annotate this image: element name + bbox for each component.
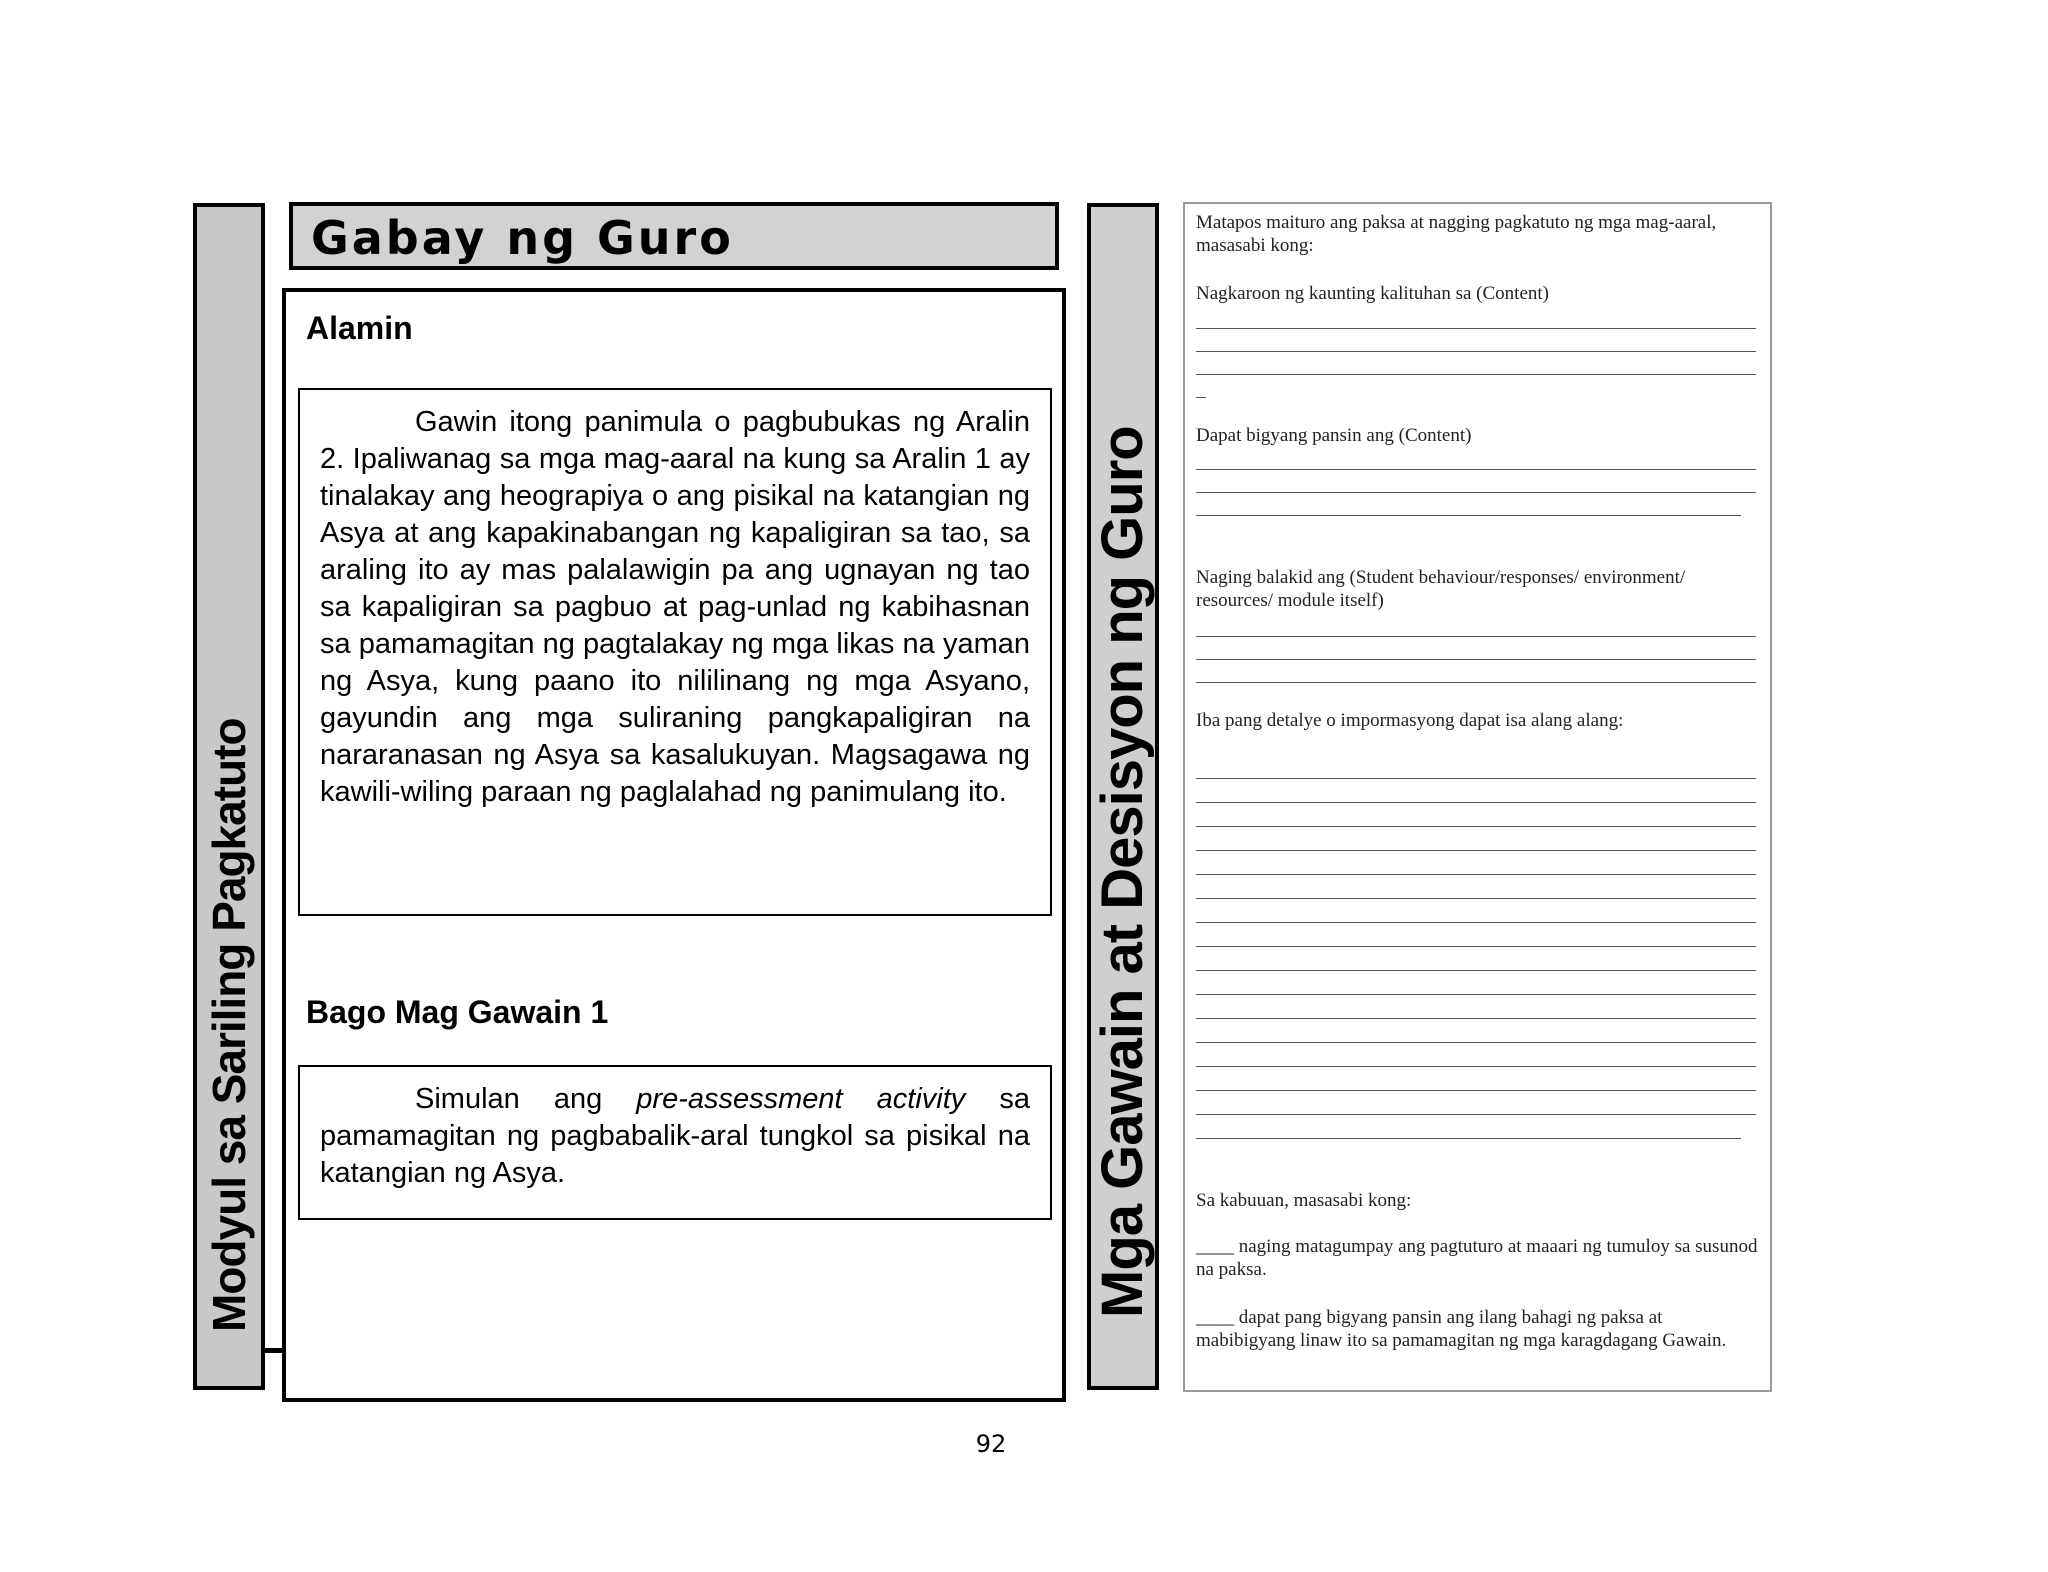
reflection-summary: Sa kabuuan, masasabi kong:	[1196, 1190, 1412, 1211]
teacher-reflection-panel	[1183, 202, 1772, 1392]
bago-box	[298, 1065, 1052, 1220]
reflection-q1: Nagkaroon ng kaunting kalituhan sa (Content)	[1196, 283, 1550, 304]
write-line[interactable]	[1196, 994, 1756, 995]
alamin-box	[298, 388, 1052, 916]
write-line[interactable]	[1196, 636, 1756, 637]
write-line[interactable]	[1196, 970, 1756, 971]
write-line[interactable]	[1196, 946, 1756, 947]
write-line[interactable]	[1196, 469, 1756, 470]
bago-body	[320, 1081, 1030, 1192]
write-line[interactable]	[1196, 515, 1741, 516]
bago-body-text-end: sa pamamagitan ng pagbabalik-aral tungkol sa pisikal na katangian ng Asya.	[320, 1083, 1030, 1189]
write-line[interactable]	[1196, 802, 1756, 803]
right-side-banner	[1087, 203, 1159, 1390]
write-line[interactable]	[1196, 374, 1756, 375]
write-line-dash	[1196, 397, 1206, 398]
write-line[interactable]	[1196, 850, 1756, 851]
write-line[interactable]	[1196, 922, 1756, 923]
bago-body-italic: pre-assessment activity	[636, 1083, 966, 1115]
write-line[interactable]	[1196, 351, 1756, 352]
page-title: Gabay ng Guro	[311, 211, 734, 265]
left-side-banner	[193, 203, 265, 1390]
write-line[interactable]	[1196, 778, 1756, 779]
alamin-heading: Alamin	[306, 310, 413, 346]
main-content-frame	[282, 288, 1066, 1402]
write-line[interactable]	[1196, 328, 1756, 329]
page-number: 92	[975, 1430, 1007, 1458]
reflection-q2: Dapat bigyang pansin ang (Content)	[1196, 425, 1472, 446]
reflection-q4: Iba pang detalye o impormasyong dapat isa alang alang:	[1196, 710, 1624, 731]
write-line[interactable]	[1196, 1090, 1756, 1091]
write-line[interactable]	[1196, 898, 1756, 899]
write-line[interactable]	[1196, 1114, 1756, 1115]
write-line[interactable]	[1196, 1018, 1756, 1019]
reflection-option-2: ____ dapat pang bigyang pansin ang ilang bahagi ng paksa at mabibigyang linaw ito sa pamamagitan ng mga karagdagang Gawain.	[1196, 1307, 1727, 1351]
reflection-q3: Naging balakid ang (Student behaviour/responses/ environment/ resources/ module itself)	[1196, 567, 1686, 611]
write-line[interactable]	[1196, 826, 1756, 827]
write-line[interactable]	[1196, 1138, 1741, 1139]
left-banner-text: Modyul sa Sariling Pagkatuto	[203, 718, 255, 1332]
right-banner-text: Mga Gawain at Desisyon ng Guro	[1090, 426, 1155, 1318]
write-line[interactable]	[1196, 1066, 1756, 1067]
alamin-body: Gawin itong panimula o pagbubukas ng Aralin 2. Ipaliwanag sa mga mag-aaral na kung sa Aralin 1 ay tinalakay ang heograpiya o ang pisikal na katangian ng Asya at ang kapakinabangan ng kapaligiran sa tao, sa araling ito ay mas palalawigin pa ang ugnayan ng tao sa kapaligiran sa pagbuo at pag-unlad ng kabihasnan sa pamamagitan ng pagtalakay ng mga likas na yaman ng Asya, kung paano ito nililinang ng mga Asyano, gayundin ang mga suliraning pangkapaligiran na nararanasan ng Asya sa kasalukuyan. Magsagawa ng kawili-wiling paraan ng paglalahad ng panimulang ito.	[320, 406, 1030, 808]
bago-heading: Bago Mag Gawain 1	[306, 994, 609, 1030]
write-line[interactable]	[1196, 492, 1756, 493]
bago-body-text: Simulan ang	[415, 1083, 637, 1115]
page-header	[289, 202, 1059, 270]
reflection-intro: Matapos maituro ang paksa at nagging pagkatuto ng mga mag-aaral, masasabi kong:	[1196, 212, 1717, 256]
write-line[interactable]	[1196, 659, 1756, 660]
reflection-option-1: ____ naging matagumpay ang pagtuturo at maaari ng tumuloy sa susunod na paksa.	[1196, 1236, 1758, 1280]
write-line[interactable]	[1196, 874, 1756, 875]
write-line[interactable]	[1196, 1042, 1756, 1043]
write-line[interactable]	[1196, 682, 1756, 683]
